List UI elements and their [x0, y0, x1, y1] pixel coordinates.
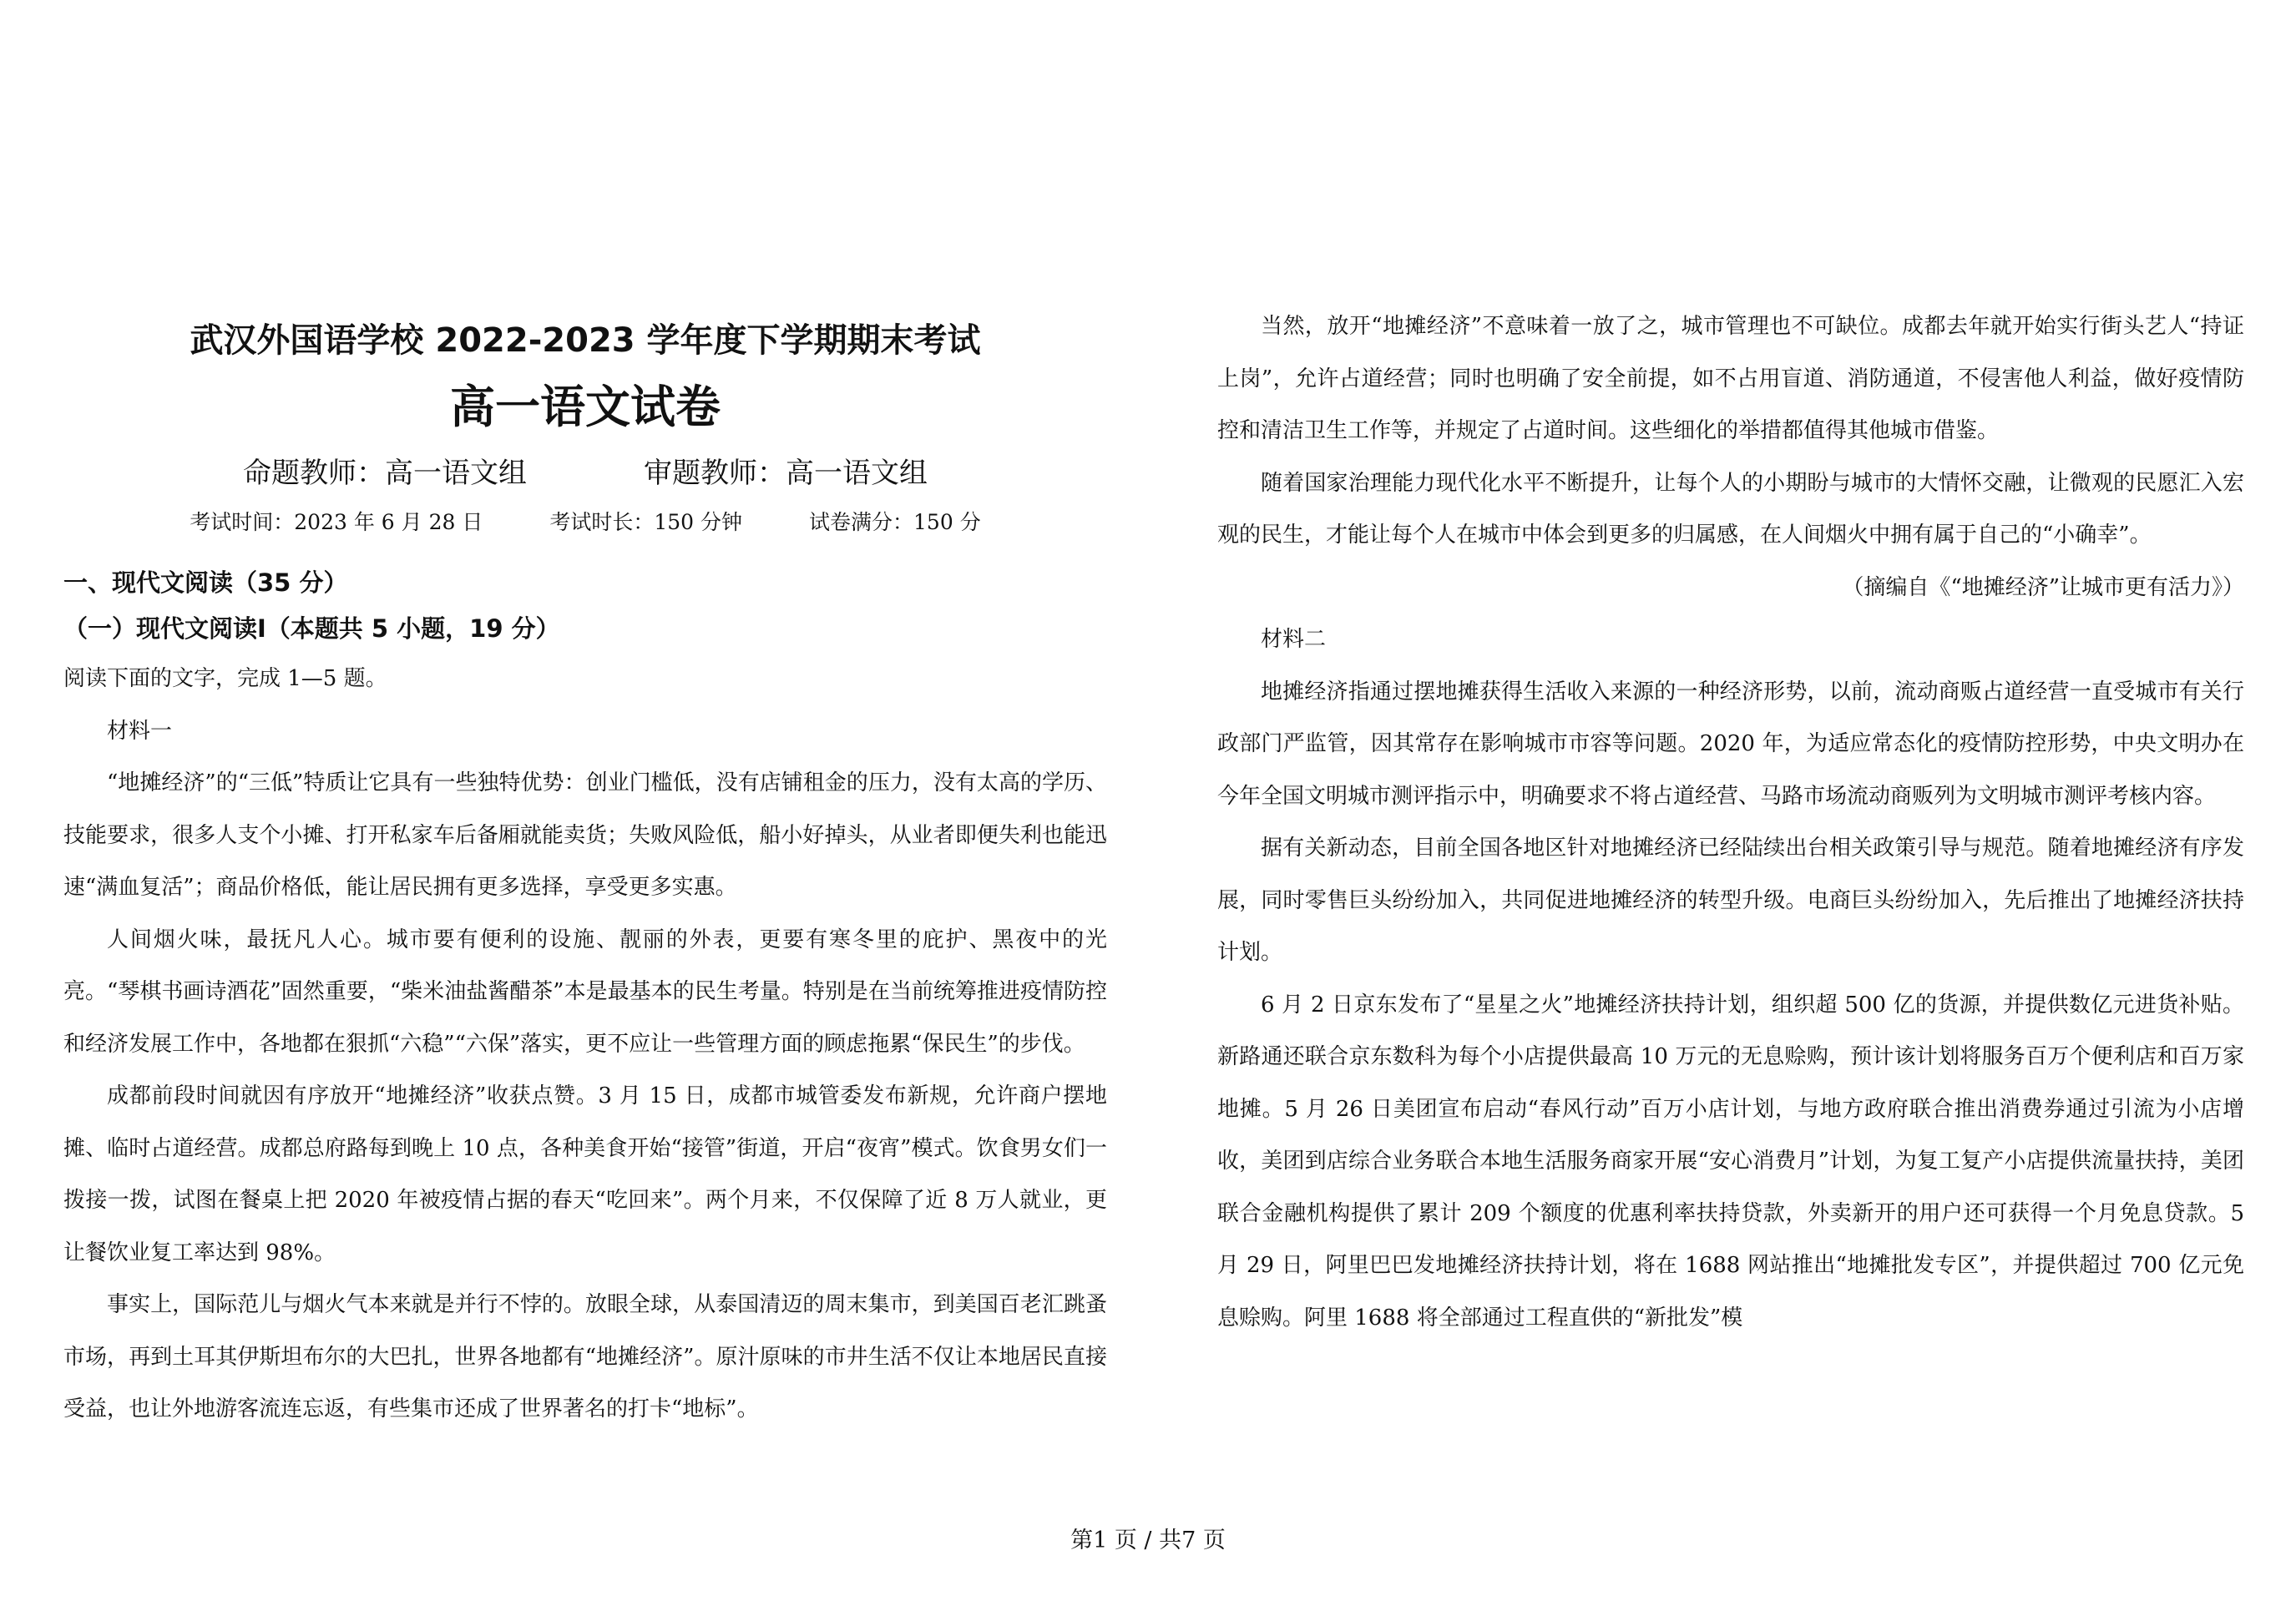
exam-info-line: [63, 502, 1107, 543]
page-indicator: 第1 页 / 共7 页: [1070, 1528, 1226, 1553]
material-one-paragraph: 当然，放开“地摊经济”不意味着一放了之，城市管理也不可缺位。成都去年就开始实行街头艺人“持证上岗”，允许占道经营；同时也明确了安全前提，如不占用盲道、消防通道，不侵害他人利益，做好疫情防控和清洁卫生工作等，并规定了占道时间。这些细化的举措都值得其他城市借鉴。: [1217, 314, 2244, 443]
material-two-paragraph: 据有关新动态，目前全国各地区针对地摊经济已经陆续出台相关政策引导与规范。随着地摊经济有序发展，同时零售巨头纷纷加入，共同促进地摊经济的转型升级。电商巨头纷纷加入，先后推出了地摊经济扶持计划。: [1217, 836, 2244, 965]
material-one-source: （摘编自《“地摊经济”让城市更有活力》）: [1842, 574, 2244, 600]
full-marks: 试卷满分：150 分: [809, 510, 981, 534]
material-two-paragraph: 地摊经济指通过摆地摊获得生活收入来源的一种经济形势，以前，流动商贩占道经营一直受城市有关行政部门严监管，因其常存在影响城市市容等问题。2020 年，为适应常态化的疫情防控形势，中央文明办在今年全国文明城市测评指示中，明确要求不将占道经营、马路市场流动商贩列为文明城市测评考核内容。: [1217, 679, 2244, 809]
material-one-paragraph: 成都前段时间就因有序放开“地摊经济”收获点赞。3 月 15 日，成都市城管委发布新规，允许商户摆地摊、临时占道经营。成都总府路每到晚上 10 点，各种美食开始“接管”街道，开启“夜宵”模式。饮食男女们一拨接一拨，试图在餐桌上把 2020 年被疫情占据的春天“吃回来”。两个月来，不仅保障了近 8 万人就业，更让餐饮业复工率达到 98%。: [63, 1083, 1107, 1265]
teachers-line: [63, 449, 1107, 497]
subsection-heading: （一）现代文阅读Ⅰ（本题共 5 小题，19 分）: [63, 614, 560, 643]
setter-label: 命题教师：高一语文组: [243, 457, 527, 490]
reading-instruction: 阅读下面的文字，完成 1—5 题。: [63, 666, 387, 691]
exam-date: 考试时间：2023 年 6 月 28 日: [190, 510, 483, 534]
reviewer-label: 审题教师：高一语文组: [644, 457, 928, 490]
left-column: [63, 300, 1107, 1436]
exam-title: 武汉外国语学校 2022-2023 学年度下学期期末考试: [190, 321, 981, 360]
material-one-paragraph: 随着国家治理能力现代化水平不断提升，让每个人的小期盼与城市的大情怀交融，让微观的民愿汇入宏观的民生，才能让每个人在城市中体会到更多的归属感，在人间烟火中拥有属于自己的“小确幸”。: [1217, 470, 2244, 548]
right-column: [1217, 300, 2244, 1344]
material-two-paragraph: 6 月 2 日京东发布了“星星之火”地摊经济扶持计划，组织超 500 亿的货源，并提供数亿元进货补贴。新路通还联合京东数科为每个小店提供最高 10 万元的无息赊购，预计该计划将服务百万个便利店和百万家地摊。5 月 26 日美团宣布启动“春风行动”百万小店计划，与地方政府联合推出消费券通过引流为小店增收，美团到店综合业务联合本地生活服务商家开展“安心消费月”计划，为复工复产小店提供流量扶持，美团联合金融机构提供了累计 209 个额度的优惠利率扶持贷款，外卖新开的用户还可获得一个月免息贷款。5 月 29 日，阿里巴巴发地摊经济扶持计划，将在 1688 网站推出“地摊批发专区”，并提供超过 700 亿元免息赊购。阿里 1688 将全部通过工程直供的“新批发”模: [1217, 992, 2244, 1331]
material-two-label: 材料二: [1261, 627, 1327, 652]
paper-title: 高一语文试卷: [450, 381, 721, 433]
material-one-paragraph: 人间烟火味，最抚凡人心。城市要有便利的设施、靓丽的外表，更要有寒冬里的庇护、黑夜中的光亮。“琴棋书画诗酒花”固然重要，“柴米油盐酱醋茶”本是最基本的民生考量。特别是在当前统筹推进疫情防控和经济发展工作中，各地都在狠抓“六稳”“六保”落实，更不应让一些管理方面的顾虑拖累“保民生”的步伐。: [63, 927, 1107, 1057]
material-one-paragraph: 事实上，国际范儿与烟火气本来就是并行不悖的。放眼全球，从泰国清迈的周末集市，到美国百老汇跳蚤市场，再到土耳其伊斯坦布尔的大巴扎，世界各地都有“地摊经济”。原汁原味的市井生活不仅让本地居民直接受益，也让外地游客流连忘返，有些集市还成了世界著名的打卡“地标”。: [63, 1292, 1107, 1422]
material-one-label: 材料一: [107, 718, 173, 744]
section-heading: 一、现代文阅读（35 分）: [63, 568, 348, 597]
exam-duration: 考试时长：150 分钟: [549, 510, 743, 534]
material-one-paragraph: “地摊经济”的“三低”特质让它具有一些独特优势：创业门槛低，没有店铺租金的压力，没有太高的学历、技能要求，很多人支个小摊、打开私家车后备厢就能卖货；失败风险低，船小好掉头，从业者即便失利也能迅速“满血复活”；商品价格低，能让居民拥有更多选择，享受更多实惠。: [63, 770, 1107, 900]
